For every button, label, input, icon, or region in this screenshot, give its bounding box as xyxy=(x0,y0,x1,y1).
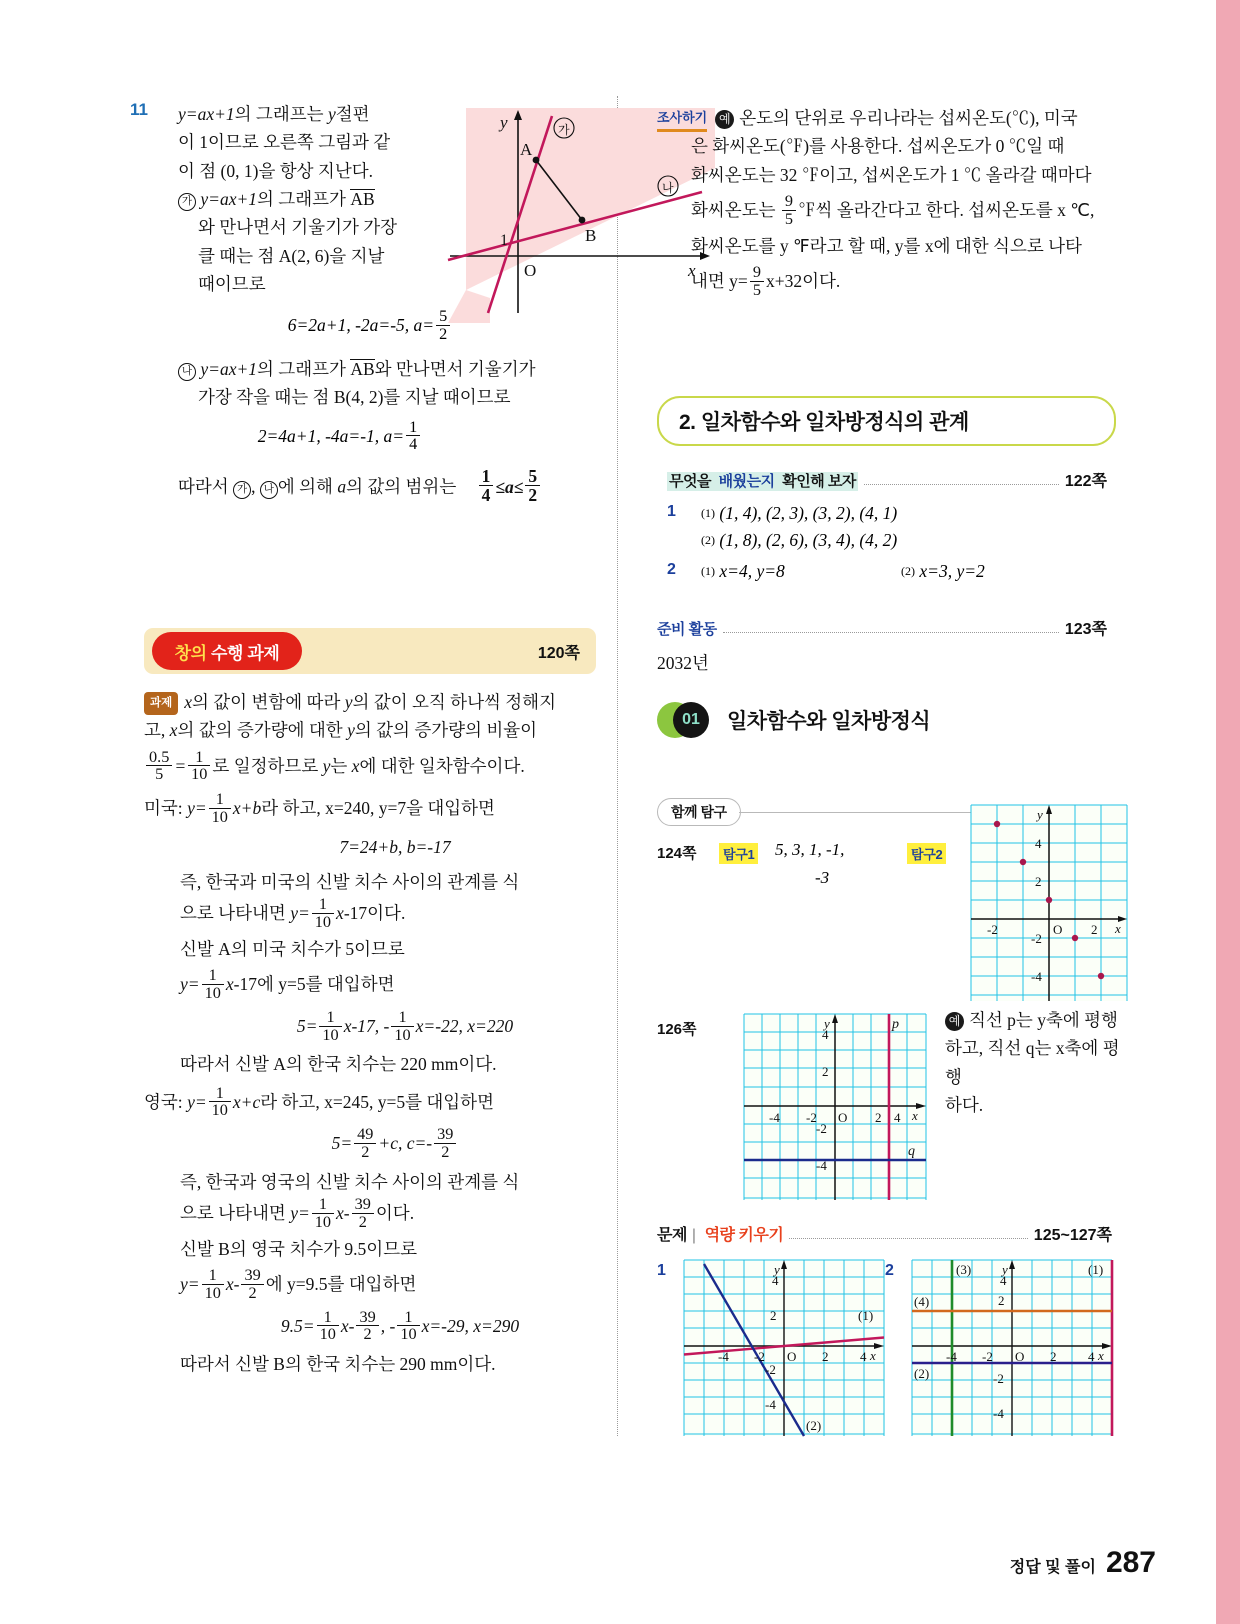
lesson-01-header xyxy=(657,700,930,740)
explore-pill-label: 함께 탐구 xyxy=(657,798,741,826)
learned-item-2-sub-2: (2) x=3, y=2 xyxy=(901,561,985,581)
svg-text:(1): (1) xyxy=(858,1308,874,1323)
prep-activity-page: 123쪽 xyxy=(1064,621,1107,638)
svg-text:가: 가 xyxy=(558,123,570,137)
svg-text:O: O xyxy=(1015,1349,1025,1364)
svg-text:2: 2 xyxy=(1035,874,1042,889)
svg-text:-4: -4 xyxy=(1031,969,1042,984)
svg-text:(2): (2) xyxy=(914,1366,930,1381)
task-uk-shoeB-calc: 9.5= $\frac{1}{10}$ x- $\frac{39}{2}$ , - $\frac{1}{10}$ x=-29, x=290 xyxy=(280,1307,520,1344)
survey-chip: 조사하기 xyxy=(657,107,707,132)
svg-text:y: y xyxy=(824,1016,830,1031)
leader-dots xyxy=(723,631,1059,633)
svg-text:x: x xyxy=(870,1348,876,1363)
svg-text:(4): (4) xyxy=(914,1294,930,1309)
task-line-2: 고, x의 값의 증가량에 대한 y의 값의 증가량의 비율이 xyxy=(144,720,538,741)
tamgu2-chart xyxy=(969,803,1129,1003)
task-uk-calc: 5= $\frac{49}{2}$ +c, c=- $\frac{39}{2}$ xyxy=(184,1126,606,1161)
page-footer xyxy=(1010,1546,1156,1580)
problem-2-number: 2 xyxy=(885,1262,894,1279)
svg-text:p: p xyxy=(892,1017,899,1032)
svg-text:2: 2 xyxy=(875,1110,882,1125)
svg-text:-2: -2 xyxy=(1031,931,1042,946)
svg-text:2: 2 xyxy=(822,1064,829,1079)
svg-text:-4: -4 xyxy=(765,1397,776,1412)
task-uk-shoeB-2: y= $\frac{1}{10}$ x- $\frac{39}{2}$ 에 y=9.5를 대입하면 xyxy=(180,1266,417,1302)
svg-text:x: x xyxy=(1098,1348,1104,1363)
svg-text:4: 4 xyxy=(860,1349,867,1364)
tamgu1-values-line2: -3 xyxy=(815,868,830,887)
svg-text:-2: -2 xyxy=(816,1121,827,1136)
task-usa-shoeA-1: 신발 A의 미국 치수가 5이므로 xyxy=(180,938,405,959)
lesson-01-title: 일차함수와 일차방정식 xyxy=(727,710,931,733)
svg-text:y: y xyxy=(774,1262,780,1277)
problems-label: 문제 | 역량 키우기 xyxy=(657,1227,784,1244)
svg-text:-4: -4 xyxy=(946,1349,957,1364)
task-line-1: 과제 x의 값이 변함에 따라 y의 값이 오직 하나씩 정해지 xyxy=(144,688,606,716)
svg-text:(1): (1) xyxy=(1088,1262,1104,1277)
svg-text:-4: -4 xyxy=(718,1349,729,1364)
learned-check-page: 122쪽 xyxy=(1064,473,1107,490)
lesson-01-badge xyxy=(657,700,719,740)
p11-eq-ga: 6=2a+1, -2a=-5, a= $\frac{5}{2}$ xyxy=(130,308,610,343)
explore-note xyxy=(945,1006,1130,1119)
svg-text:-4: -4 xyxy=(769,1110,780,1125)
svg-text:O: O xyxy=(838,1110,848,1125)
task-usa-calc: 7=24+b, b=-17 xyxy=(339,836,451,857)
learned-item-2-sub-1: (1) x=4, y=8 xyxy=(701,561,785,581)
task-usa-shoeA-2: y= $\frac{1}{10}$ x-17에 y=5를 대입하면 xyxy=(180,966,395,1003)
page126-chart xyxy=(742,1012,928,1202)
creative-task-body xyxy=(144,688,606,1378)
p11-line3: 이 점 (0, 1)을 항상 지난다. xyxy=(178,160,374,181)
task-uk-shoeB-1: 신발 B의 영국 치수가 9.5이므로 xyxy=(180,1238,418,1259)
problems-page: 125~127쪽 xyxy=(1033,1227,1112,1244)
task-uk-shoeB-result: 따라서 신발 B의 한국 치수는 290 mm이다. xyxy=(180,1354,496,1375)
survey-line-1: 조사하기 예 온도의 단위로 우리나라는 섭씨온도(℃), 미국 xyxy=(657,104,1117,132)
svg-text:(3): (3) xyxy=(956,1262,972,1277)
page-126-label: 126쪽 xyxy=(657,1021,697,1038)
task-usa-shoeA-result: 따라서 신발 A의 한국 치수는 220 mm이다. xyxy=(180,1054,497,1075)
svg-text:x: x xyxy=(688,261,696,280)
svg-text:-2: -2 xyxy=(765,1362,776,1377)
learned-item-2 xyxy=(667,561,1107,582)
problem-2-chart xyxy=(910,1258,1115,1438)
learned-item-1-number: 1 xyxy=(667,503,676,520)
leader-dots xyxy=(789,1237,1027,1239)
learned-item-2-number: 2 xyxy=(667,561,676,578)
learned-item-1-sub-1: (1) (1, 4), (2, 3), (3, 2), (4, 1) xyxy=(701,503,898,523)
svg-text:2: 2 xyxy=(770,1308,777,1323)
survey-line-6: 내면 y= $\frac{9}{5}$ x+32이다. xyxy=(691,262,841,299)
svg-text:-2: -2 xyxy=(806,1110,817,1125)
task-badge: 과제 xyxy=(144,692,178,715)
problem-1-chart xyxy=(682,1258,887,1438)
task-usa-line: 미국: y= $\frac{1}{10}$ x+b라 하고, x=240, y=7을 대입하면 xyxy=(144,790,495,826)
tamgu1-tag: 탐구1 xyxy=(719,843,758,864)
marker-na-icon: 나 xyxy=(178,363,196,381)
task-uk-line: 영국: y= $\frac{1}{10}$ x+c라 하고, x=245, y=5를 대입하면 xyxy=(144,1083,494,1120)
svg-text:4: 4 xyxy=(822,1027,829,1042)
p11-conclusion: 따라서 가 , 나 에 의해 a의 값의 범위는 $\frac{1}{4}$ ≤a≤ $\frac{5}{2}$ xyxy=(178,467,618,504)
example-badge-icon: 예 xyxy=(715,110,734,129)
prep-activity-label: 준비 활동 xyxy=(657,621,717,638)
svg-text:O: O xyxy=(787,1349,797,1364)
problem-11-number: 11 xyxy=(130,100,148,119)
svg-text:2: 2 xyxy=(1091,922,1098,937)
svg-text:B: B xyxy=(585,226,597,245)
p11-line1: y=ax+1의 그래프는 y절편 xyxy=(178,104,370,124)
learned-check-label: 무엇을 배웠는지 확인해 보자 xyxy=(669,473,856,490)
p11-line2: 이 1이므로 오른쪽 그림과 같 xyxy=(178,132,391,153)
task-usa-mean-2: 으로 나타내면 y= $\frac{1}{10}$ x-17이다. xyxy=(180,895,406,932)
problems-header xyxy=(657,1222,1112,1245)
svg-text:O: O xyxy=(524,261,537,280)
creative-task-chip: 창의 수행 과제 xyxy=(152,632,302,670)
svg-text:y: y xyxy=(500,113,508,132)
footer-page-number: 287 xyxy=(1105,1546,1156,1579)
creative-task-page: 120쪽 xyxy=(537,645,580,662)
marker-ga-icon: 가 xyxy=(178,193,196,211)
p11-case-na-line1: 나 y=ax+1의 그래프가 AB와 만나면서 기울기가 xyxy=(178,355,608,383)
p11-case-ga-line4: 때이므로 xyxy=(198,274,266,295)
svg-text:4: 4 xyxy=(1088,1349,1095,1364)
svg-text:2: 2 xyxy=(1050,1349,1057,1364)
learned-item-1 xyxy=(667,503,1107,551)
svg-text:x: x xyxy=(1115,921,1121,936)
survey-line-2: 은 화씨온도(℉)를 사용한다. 섭씨온도가 0 ℃일 때 xyxy=(691,136,1065,157)
svg-text:-2: -2 xyxy=(982,1349,993,1364)
svg-text:1: 1 xyxy=(500,232,508,249)
survey-line-3: 화씨온도는 32 ℉이고, 섭씨온도가 1 ℃ 올라갈 때마다 xyxy=(691,164,1092,185)
footer-label: 정답 및 풀이 xyxy=(1009,1559,1096,1576)
lesson-badge-number: 01 xyxy=(673,702,709,738)
survey-line-4: 화씨온도는 $\frac{9}{5}$ ℉씩 올라간다고 한다. 섭씨온도를 x ℃, xyxy=(691,192,1095,228)
p11-case-ga-line1: 가 y=ax+1의 그래프가 AB xyxy=(178,185,428,213)
svg-text:4: 4 xyxy=(894,1110,901,1125)
survey-block xyxy=(657,104,1117,298)
survey-line-5: 화씨온도를 y ℉라고 할 때, y를 x에 대한 식으로 나타 xyxy=(691,235,1082,256)
page-124-label: 124쪽 xyxy=(657,845,697,862)
task-line-3: $\frac{0.5}{5}$ = $\frac{1}{10}$ 로 일정하므로 y는 x에 대한 일차함수이다. xyxy=(144,749,606,784)
leader-dots xyxy=(864,483,1059,485)
explore-note-line-3: 하다. xyxy=(945,1095,984,1116)
section-2-title: 2. 일차함수와 일차방정식의 관계 xyxy=(679,411,969,434)
svg-text:2: 2 xyxy=(998,1293,1005,1308)
tamgu1-values-line1: 5, 3, 1, -1, xyxy=(775,840,845,859)
svg-text:4: 4 xyxy=(772,1273,779,1288)
explore-note-line-1: 예 직선 p는 y축에 평행 xyxy=(945,1006,1130,1034)
task-usa-shoeA-calc: 5= $\frac{1}{10}$ x-17, - $\frac{1}{10}$ x=-22, x=220 xyxy=(296,1007,514,1044)
p11-case-ga-line2: 와 만나면서 기울기가 가장 xyxy=(198,217,398,238)
svg-text:x: x xyxy=(912,1108,918,1123)
svg-text:-2: -2 xyxy=(987,922,998,937)
svg-text:-2: -2 xyxy=(993,1371,1004,1386)
svg-text:4: 4 xyxy=(1035,836,1042,851)
svg-text:y: y xyxy=(1002,1262,1008,1277)
svg-text:-4: -4 xyxy=(816,1158,827,1173)
p11-case-ga-line3: 클 때는 점 A(2, 6)을 지날 xyxy=(198,245,385,266)
svg-text:나: 나 xyxy=(662,181,674,195)
task-usa-mean-1: 즉, 한국과 미국의 신발 치수 사이의 관계를 식 xyxy=(180,872,520,893)
learned-item-1-sub-2: (2) (1, 8), (2, 6), (3, 4), (4, 2) xyxy=(701,530,898,550)
svg-text:y: y xyxy=(1037,807,1043,822)
task-uk-mean-2: 으로 나타내면 y= $\frac{1}{10}$ x- $\frac{39}{2}$ 이다. xyxy=(180,1195,415,1231)
svg-text:2: 2 xyxy=(822,1349,829,1364)
svg-text:A: A xyxy=(520,140,533,159)
explore-note-line-2: 하고, 직선 q는 x축에 평행 xyxy=(945,1038,1120,1087)
tamgu2-tag: 탐구2 xyxy=(907,843,946,864)
svg-text:-2: -2 xyxy=(754,1349,765,1364)
prep-activity-header xyxy=(657,616,1107,639)
p11-case-na-line2: 가장 작을 때는 점 B(4, 2)를 지날 때이므로 xyxy=(198,387,511,408)
problem-1-number: 1 xyxy=(657,1262,666,1279)
page-edge-bar xyxy=(1216,0,1240,1624)
prep-activity-block xyxy=(657,616,1107,677)
example-badge-icon: 예 xyxy=(945,1012,964,1031)
p11-eq-na: 2=4a+1, -4a=-1, a= $\frac{1}{4}$ xyxy=(130,419,550,454)
creative-task-banner xyxy=(144,628,596,674)
svg-text:(2): (2) xyxy=(806,1418,822,1433)
svg-text:4: 4 xyxy=(1000,1273,1007,1288)
task-uk-mean-1: 즉, 한국과 영국의 신발 치수 사이의 관계를 식 xyxy=(180,1171,520,1192)
prep-activity-answer: 2032년 xyxy=(657,653,709,673)
svg-text:q: q xyxy=(908,1144,915,1159)
section-2-header xyxy=(657,396,1116,446)
learned-check-block xyxy=(667,468,1107,582)
svg-text:O: O xyxy=(1053,922,1063,937)
learned-check-header xyxy=(667,468,1107,491)
svg-text:-4: -4 xyxy=(993,1406,1004,1421)
